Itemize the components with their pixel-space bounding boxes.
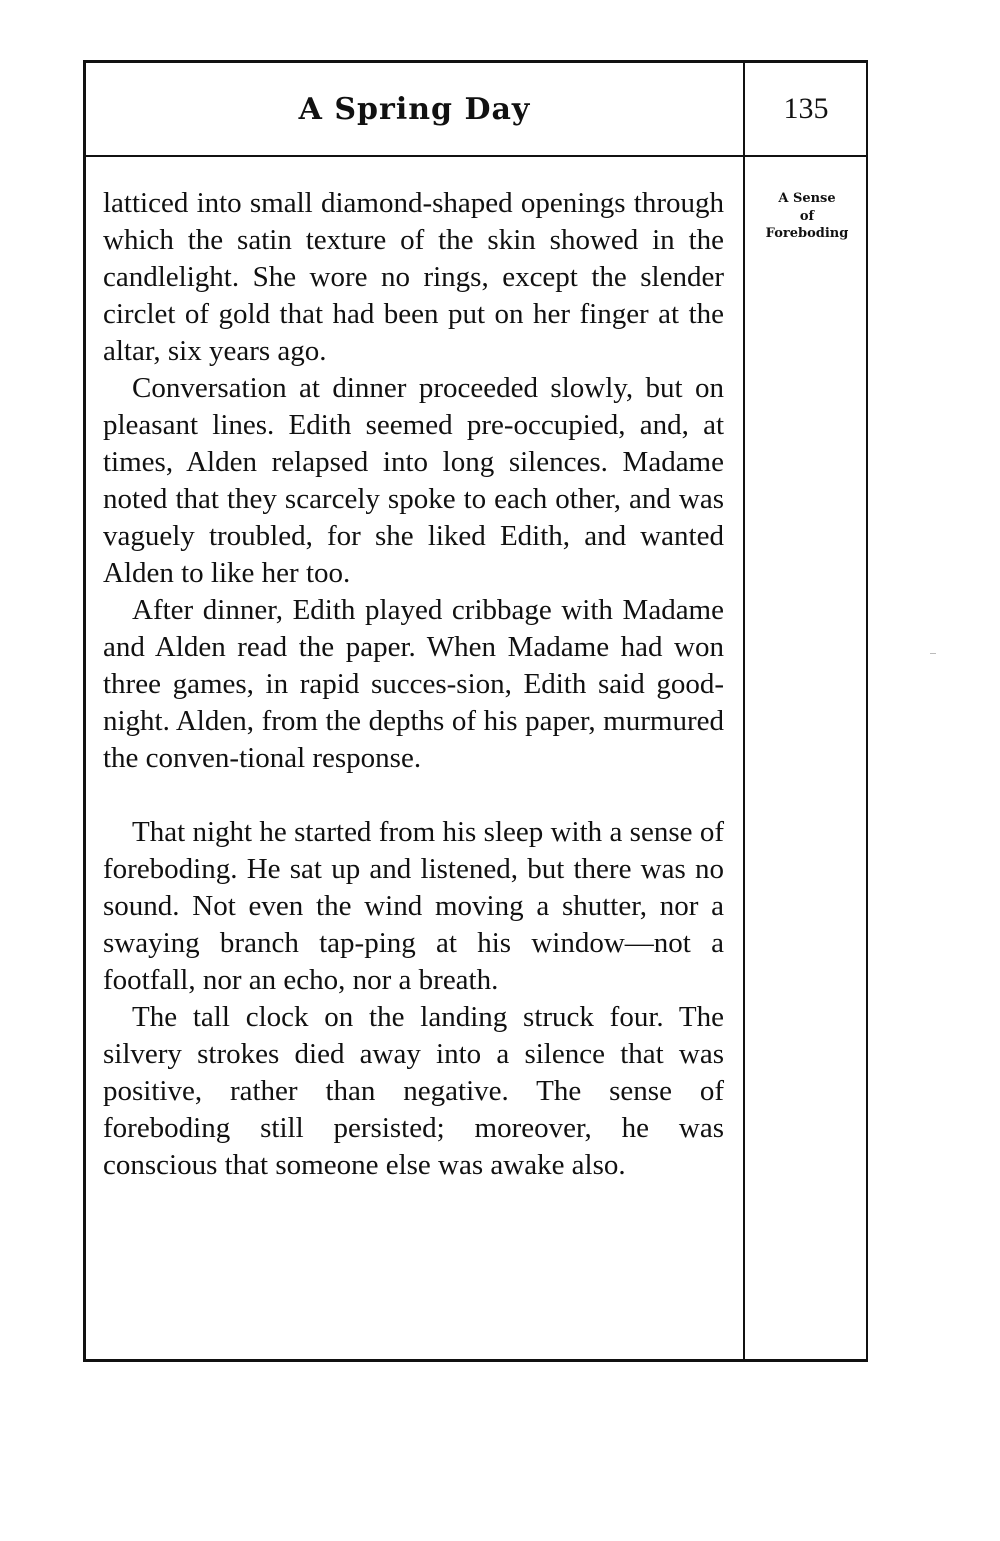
paragraph: After dinner, Edith played cribbage with Madame and Alden read the paper. When Madame had won three games, in rapid succes-sion, Edith said good-night. Alden, from the depths of his paper, murmured the conven-tional response. [103,594,724,774]
paragraph: The tall clock on the landing struck four. The silvery strokes died away into a silence that was positive, rather than negative. The sense of foreboding still persisted; moreover, he was conscious that someone else was awake also. [103,1001,724,1181]
page-number: 135 [783,92,829,125]
header-divider [85,155,867,157]
running-head: A Spring Day [298,91,531,127]
body-text [103,185,724,1184]
scan-speck [930,653,936,654]
margin-divider [743,62,745,1359]
margin-note-line: A Sense [778,191,836,206]
margin-note-line: of [799,208,815,224]
margin-note-line: Foreboding [765,226,849,242]
paragraph: Conversation at dinner proceeded slowly, but on pleasant lines. Edith seemed pre-occupied, and, at times, Alden relapsed into long silences. Madame noted that they scarcely spoke to each other, and was vaguely troubled, for she liked Edith, and wanted Alden to like her too. [103,372,724,589]
margin-note [747,190,867,243]
paragraph: That night he started from his sleep with a sense of foreboding. He sat up and listened, but there was no sound. Not even the wind moving a shutter, nor a swaying branch tap-ping at his window—not a footfall, nor an echo, nor a breath. [103,816,724,996]
paragraph: latticed into small diamond-shaped openings through which the satin texture of the skin showed in the candlelight. She wore no rings, except the slender circlet of gold that had been put on her finger at the altar, six years ago. [103,187,724,367]
